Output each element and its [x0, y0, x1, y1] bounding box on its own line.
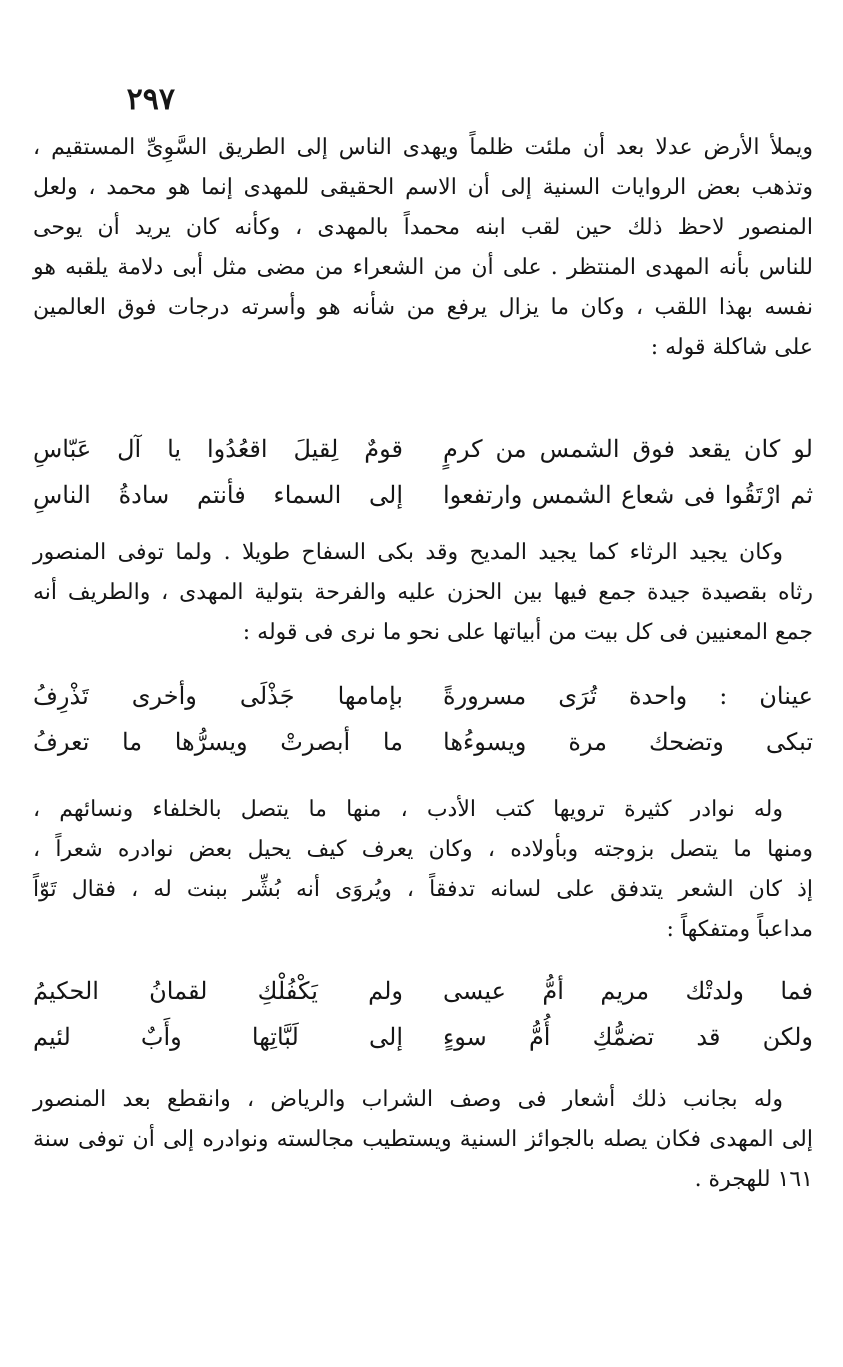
text-line: المنصور لاحظ ذلك حين لقب ابنه محمداً بالمهدى ، وكأنه كان يريد أن يوحى: [33, 215, 813, 240]
verse-second-hemistich: ولم يَكْفُلْكِ لقمانُ الحكيمُ: [33, 977, 403, 1005]
verse-second-hemistich: إلى لَبَّاتِها وأَبٌ لئيم: [33, 1023, 403, 1051]
text-line: للناس بأنه المهدى المنتظر . على أن من الشعراء من مضى مثل أبى دلامة يلقبه هو: [33, 255, 813, 280]
verse-second-hemistich: ما أبصرتْ ويسرُّها ما تعرفُ: [33, 728, 403, 756]
text-line: مداعباً ومتفكهاً :: [666, 917, 813, 942]
text-line: وله بجانب ذلك أشعار فى وصف الشراب والرياض ، وانقطع بعد المنصور: [33, 1087, 783, 1112]
verse-first-hemistich: تبكى وتضحك مرة ويسوءُها: [443, 728, 813, 756]
verse: [33, 1014, 813, 1060]
verse-first-hemistich: ولكن قد تضمُّكِ أُمُّ سوءٍ: [443, 1023, 813, 1051]
poem-1: [33, 426, 813, 518]
paragraph-2: [33, 533, 813, 653]
text-line: نفسه بهذا اللقب ، وكان ما يزال يرفع من شأنه هو وأسرته درجات فوق العالمين: [33, 295, 813, 320]
verse: [33, 719, 813, 765]
text-line: جمع المعنيين فى كل بيت من أبياتها على نحو ما نرى فى قوله :: [242, 620, 813, 645]
verse-first-hemistich: ثم ارْتَقُوا فى شعاع الشمس وارتفعوا: [443, 481, 813, 509]
text-line: على شاكلة قوله :: [650, 335, 813, 360]
poem-3: [33, 968, 813, 1060]
paragraph-1: [33, 128, 813, 368]
verse: [33, 472, 813, 518]
verse-second-hemistich: بإمامها جَذْلَى وأخرى تَذْرِفُ: [33, 682, 403, 710]
paragraph-3: [33, 790, 813, 950]
verse-first-hemistich: فما ولدتْك مريم أمُّ عيسى: [443, 977, 813, 1005]
text-line: ومنها ما يتصل بزوجته وبأولاده ، وكان يعرف كيف يحيل بعض نوادره شعراً ،: [33, 837, 813, 862]
text-line: وتذهب بعض الروايات السنية إلى أن الاسم الحقيقى للمهدى إنما هو محمد ، ولعل: [33, 175, 813, 200]
verse-first-hemistich: عينان : واحدة تُرَى مسرورةً: [443, 682, 813, 710]
verse-second-hemistich: إلى السماء فأنتم سادةُ الناسِ: [33, 481, 403, 509]
text-line: وله نوادر كثيرة ترويها كتب الأدب ، منها ما يتصل بالخلفاء ونسائهم ،: [33, 797, 783, 822]
text-line: ١٦١ للهجرة .: [694, 1167, 813, 1192]
text-line: إلى المهدى فكان يصله بالجوائز السنية ويستطيب مجالسته ونوادره إلى أن توفى سنة: [33, 1127, 813, 1152]
verse: [33, 673, 813, 719]
verse-second-hemistich: قومٌ لِقيلَ اقعُدُوا يا آل عَبّاسِ: [33, 435, 403, 463]
text-line: رثاه بقصيدة جيدة جمع فيها بين الحزن عليه والفرحة بتولية المهدى ، والطريف أنه: [33, 580, 813, 605]
verse-first-hemistich: لو كان يقعد فوق الشمس من كرمٍ: [443, 435, 813, 463]
verse: [33, 968, 813, 1014]
paragraph-4: [33, 1080, 813, 1200]
page-number: ٢٩٧: [126, 82, 175, 117]
poem-2: [33, 673, 813, 765]
text-line: وكان يجيد الرثاء كما يجيد المديح وقد بكى السفاح طويلا . ولما توفى المنصور: [33, 540, 783, 565]
verse: [33, 426, 813, 472]
text-line: ويملأ الأرض عدلا بعد أن ملئت ظلماً ويهدى الناس إلى الطريق السَّوِىِّ المستقيم ،: [33, 135, 813, 160]
text-line: إذ كان الشعر يتدفق على لسانه تدفقاً ، ويُروَى أنه بُشِّر ببنت له ، فقال تَوّاً: [33, 877, 813, 902]
